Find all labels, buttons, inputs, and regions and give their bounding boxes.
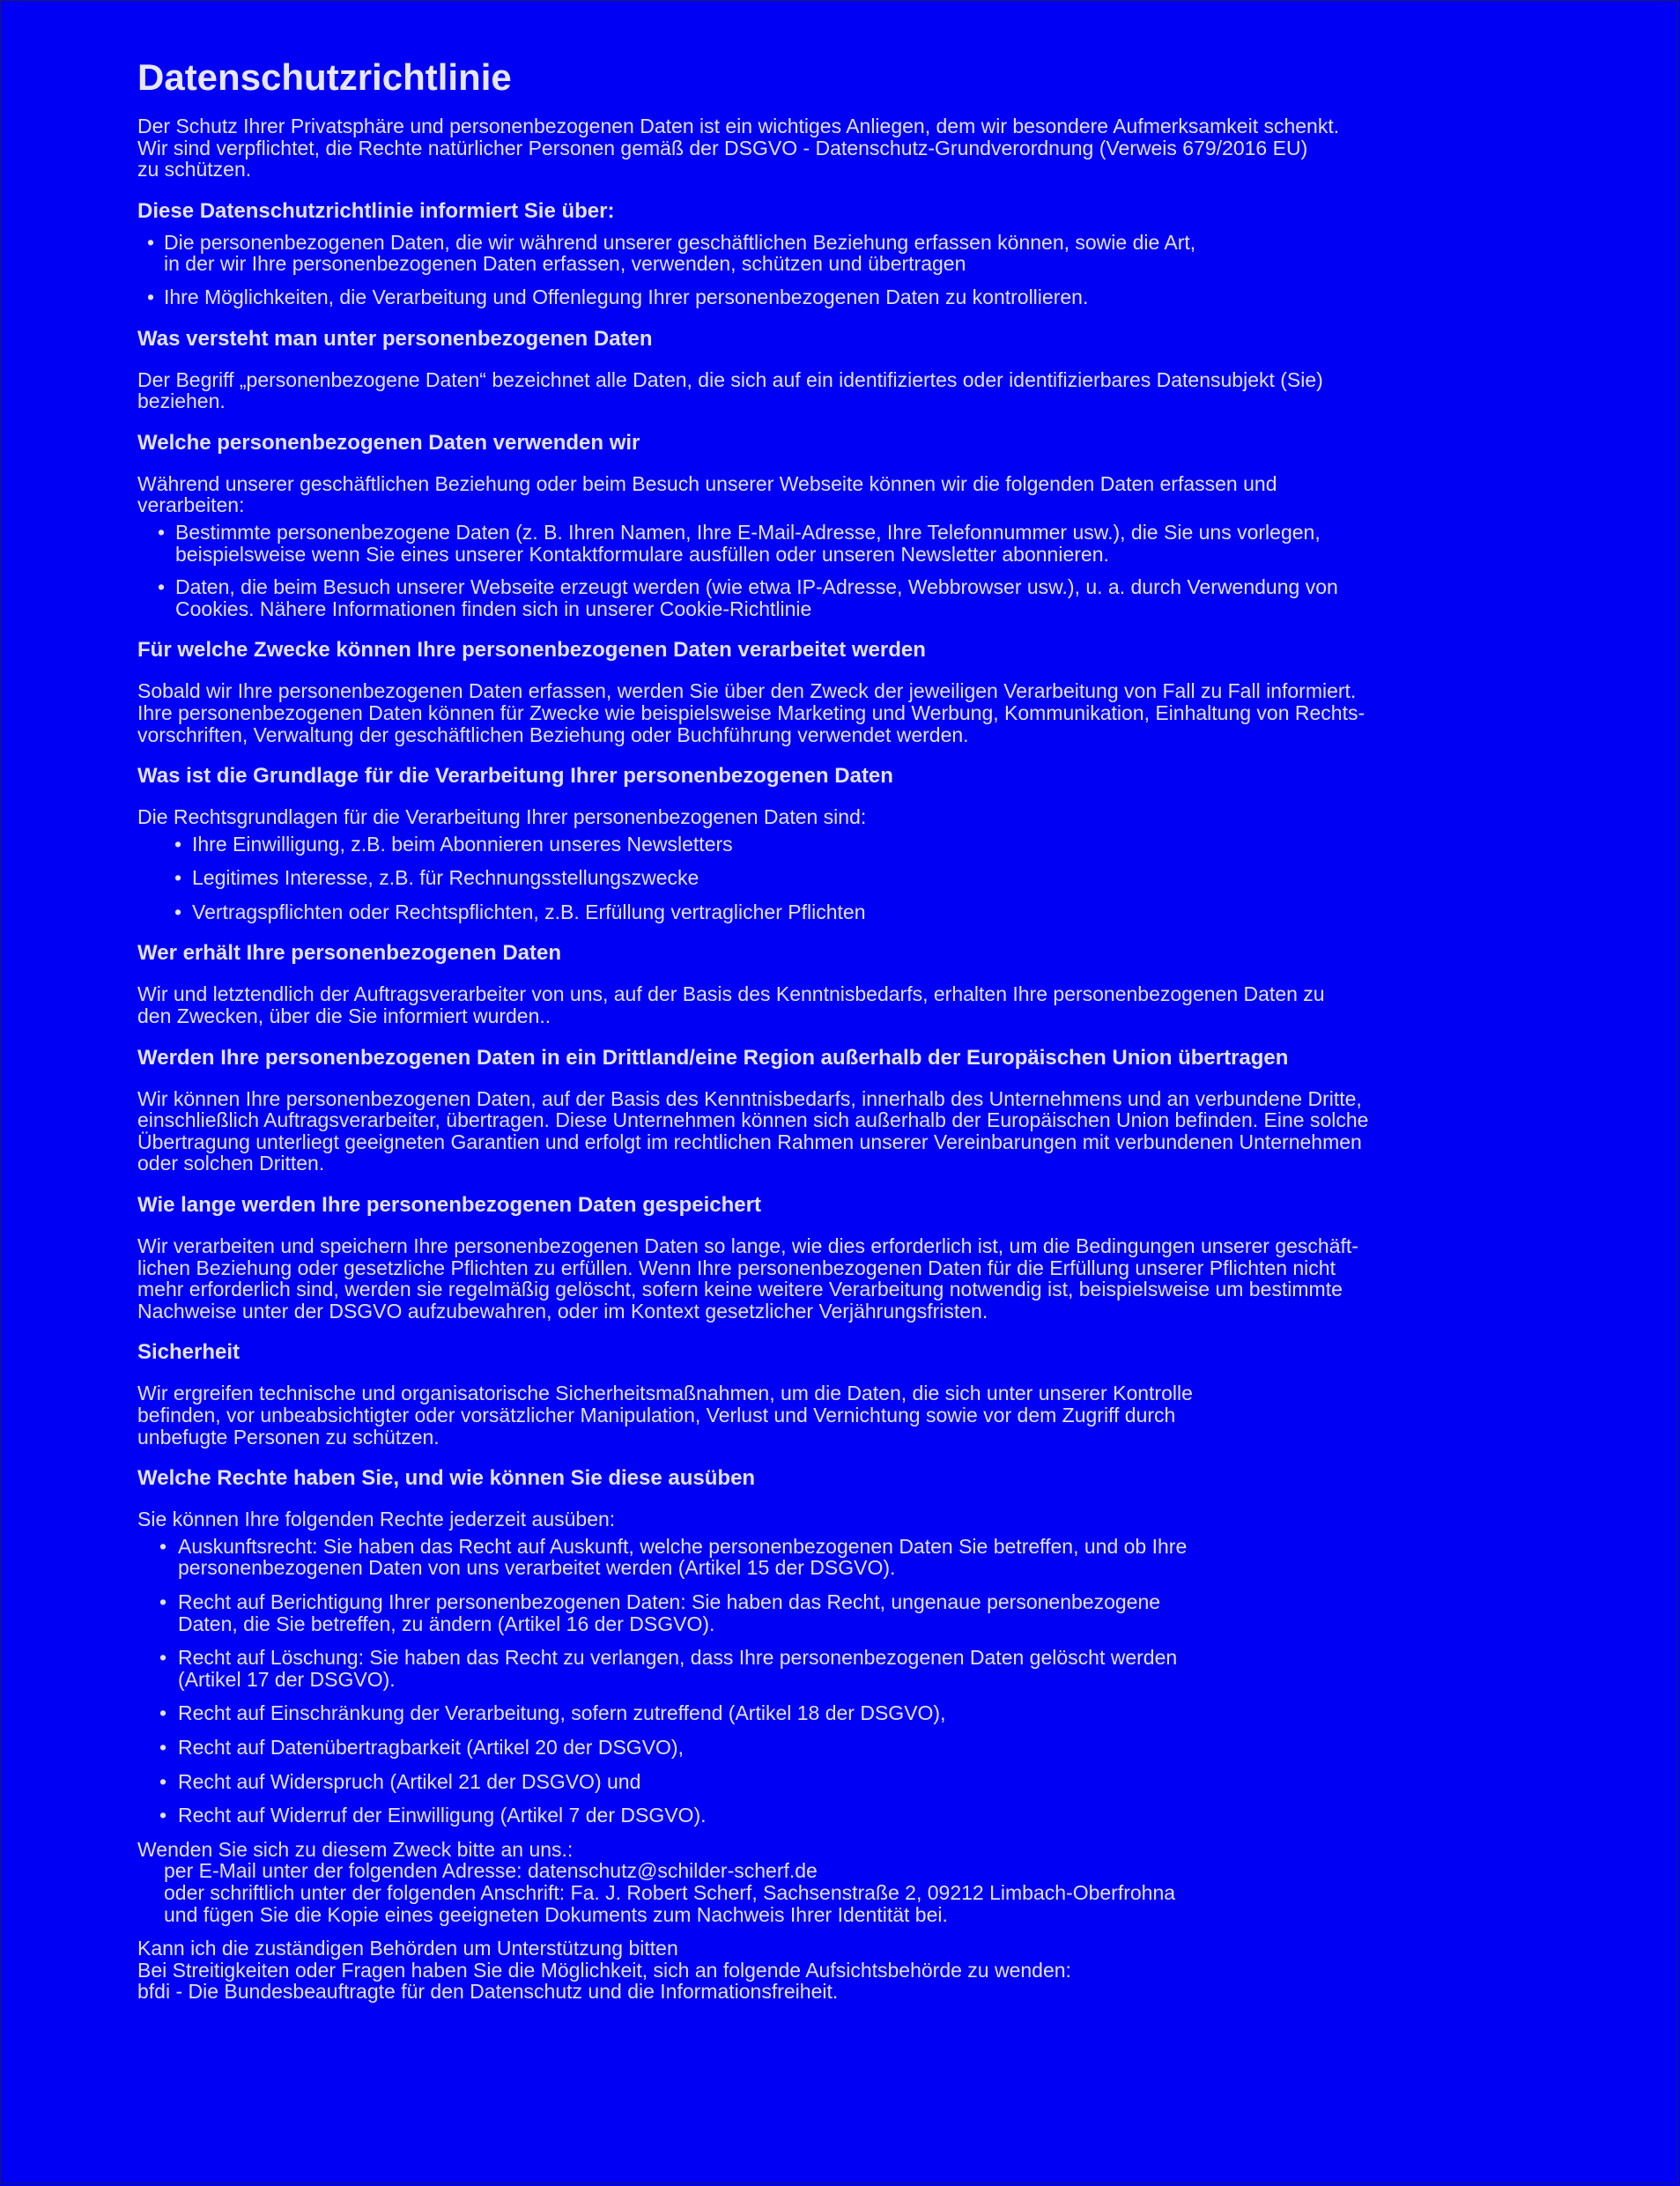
list-item — [137, 1771, 1521, 1793]
contact-address-line: oder schriftlich unter der folgenden Anschrift: Fa. J. Robert Scherf, Sachsenstraße 2, 09212 Limbach-Oberfrohna — [164, 1880, 1176, 1904]
contact-email-line: per E-Mail unter der folgenden Adresse: datenschutz@schilder-scherf.de — [164, 1859, 818, 1883]
list-item-text: Auskunftsrecht: Sie haben das Recht auf Auskunft, welche personenbezogenen Daten Sie betreffen, und ob Ihre personenbezogenen Daten von uns verarbeitet werden (Artikel 15 der DSGVO). — [178, 1534, 1188, 1580]
section-heading-overview: Diese Datenschutzrichtlinie informiert Sie über: — [137, 198, 615, 223]
authority-name: bfdi - Die Bundesbeauftragte für den Datenschutz und die Informationsfreiheit. — [137, 1980, 839, 2004]
bullet-icon: • — [159, 1646, 167, 1670]
list-item-text: Ihre Einwilligung, z.B. beim Abonnieren unseres Newsletters — [192, 832, 733, 856]
list-item-text: Recht auf Berichtigung Ihrer personenbezogenen Daten: Sie haben das Recht, ungenaue personenbezogene Daten, die Sie betreffen, zu ändern (Artikel 16 der DSGVO). — [178, 1589, 1161, 1635]
bullet-icon: • — [174, 900, 182, 923]
section-heading-third-country: Werden Ihre personenbezogenen Daten in ein Drittland/eine Region außerhalb der Europäischen Union übertragen — [137, 1045, 1289, 1070]
list-item — [137, 1591, 1521, 1634]
purposes-paragraph: Sobald wir Ihre personenbezogenen Daten erfassen, werden Sie über den Zweck der jeweiligen Verarbeitung von Fall zu Fall informiert. Ihre personenbezogenen Daten können für Zwecke wie beispielsweise Marketing und Werbung, Kommunikation, Einhaltung von Rechts- vorschriften, Verwaltung der geschäftlichen Beziehung oder Buchführung verwendet werden. — [137, 679, 1365, 746]
spacer — [137, 1925, 1521, 1938]
privacy-policy-content — [137, 56, 1521, 2003]
bullet-icon: • — [159, 1735, 167, 1759]
authority-question: Kann ich die zuständigen Behörden um Unterstützung bitten — [137, 1937, 678, 1960]
section-heading-purposes: Für welche Zwecke können Ihre personenbezogenen Daten verarbeitet werden — [137, 638, 926, 663]
list-item-text: Ihre Möglichkeiten, die Verarbeitung und Offenlegung Ihrer personenbezogenen Daten zu kontrollieren. — [164, 285, 1089, 308]
section-heading-data-used: Welche personenbezogenen Daten verwenden wir — [137, 430, 640, 455]
bullet-icon: • — [159, 1769, 167, 1793]
section-heading-definition: Was versteht man unter personenbezogenen Daten — [137, 326, 653, 351]
list-item-text: Recht auf Löschung: Sie haben das Recht zu verlangen, dass Ihre personenbezogenen Daten gelöscht werden (Artikel 17 der DSGVO). — [178, 1646, 1178, 1691]
data-used-list — [137, 522, 1521, 619]
contact-identity-line: und fügen Sie die Kopie eines geeigneten Dokuments zum Nachweis Ihrer Identität bei. — [164, 1902, 948, 1926]
contact-intro: Wenden Sie sich zu diesem Zweck bitte an uns.: — [137, 1837, 574, 1861]
third-country-paragraph: Wir können Ihre personenbezogenen Daten, auf der Basis des Kenntnisbedarfs, innerhalb des Unternehmens und an verbundene Dritte, einschließlich Auftragsverarbeiter, übertragen. Diese Unternehmen können sich außerhalb der Europäischen Union befinden. Eine solche Übertragung unterliegt geeigneten Garantien und erfolgt im rechtlichen Rahmen unserer Vereinbarungen mit verbundenen Unternehmen oder solchen Dritten. — [137, 1086, 1369, 1175]
list-item — [137, 1804, 1521, 1827]
bullet-icon: • — [174, 866, 182, 890]
list-item-text: Bestimmte personenbezogene Daten (z. B. Ihren Namen, Ihre E-Mail-Adresse, Ihre Telefonnummer usw.), die Sie uns vorlegen, beispielsweise wenn Sie eines unserer Kontaktformulare ausfüllen oder unseren Newsletter abonnieren. — [175, 520, 1321, 566]
bullet-icon: • — [159, 1701, 167, 1725]
bullet-icon: • — [159, 1589, 167, 1613]
list-item — [137, 232, 1521, 275]
list-item-text: Recht auf Datenübertragbarkeit (Artikel 20 der DSGVO), — [178, 1735, 684, 1759]
list-item-text: Die personenbezogenen Daten, die wir während unserer geschäftlichen Beziehung erfassen können, sowie die Art, in der wir Ihre personenbezogenen Daten erfassen, verwenden, schützen und übertragen — [164, 230, 1196, 276]
page-title: Datenschutzrichtlinie — [137, 56, 512, 98]
bullet-icon: • — [158, 575, 166, 599]
section-heading-legal-basis: Was ist die Grundlage für die Verarbeitung Ihrer personenbezogenen Daten — [137, 764, 893, 789]
list-item — [137, 1536, 1521, 1579]
bullet-icon: • — [159, 1534, 167, 1558]
list-item — [137, 1702, 1521, 1724]
bullet-icon: • — [147, 230, 155, 254]
bullet-icon: • — [147, 285, 155, 308]
security-paragraph: Wir ergreifen technische und organisatorische Sicherheitsmaßnahmen, um die Daten, die sich unter unserer Kontrolle befinden, vor unbeabsichtigter oder vorsätzlicher Manipulation, Verlust und Vernichtung sowie vor dem Zugriff durch unbefugte Personen zu schützen. — [137, 1382, 1193, 1449]
list-item — [137, 1647, 1521, 1690]
list-item-text: Recht auf Widerspruch (Artikel 21 der DSGVO) und — [178, 1769, 641, 1793]
data-used-paragraph: Während unserer geschäftlichen Beziehung oder beim Besuch unserer Webseite können wir die folgenden Daten erfassen und verarbeiten: — [137, 471, 1277, 517]
list-item — [137, 867, 1521, 889]
list-item — [137, 522, 1521, 565]
intro-paragraph: Der Schutz Ihrer Privatsphäre und personenbezogenen Daten ist ein wichtiges Anliegen, dem wir besondere Aufmerksamkeit schenkt. Wir sind verpflichtet, die Rechte natürlicher Personen gemäß der DSGVO - Datenschutz-Grundverordnung (Verweis 679/2016 EU) zu schützen. — [137, 115, 1340, 182]
list-item-text: Vertragspflichten oder Rechtspflichten, z.B. Erfüllung vertraglicher Pflichten — [192, 900, 866, 923]
authority-block — [137, 1938, 1521, 2003]
recipients-paragraph: Wir und letztendlich der Auftragsverarbeiter von uns, auf der Basis des Kenntnisbedarfs, erhalten Ihre personenbezogenen Daten zu den Zwecken, über die Sie informiert wurden.. — [137, 982, 1325, 1028]
list-item-text: Daten, die beim Besuch unserer Webseite erzeugt werden (wie etwa IP-Adresse, Webbrowser usw.), u. a. durch Verwendung von Cookies. Nähere Informationen finden sich in unserer Cookie-Richtlinie — [175, 575, 1338, 620]
section-heading-rights: Welche Rechte haben Sie, und wie können Sie diese ausüben — [137, 1466, 756, 1491]
contact-block — [137, 1839, 1521, 1925]
bullet-icon: • — [174, 832, 182, 856]
authority-text: Bei Streitigkeiten oder Fragen haben Sie die Möglichkeit, sich an folgende Aufsichtsbehörde zu wenden: — [137, 1958, 1071, 1982]
list-item-text: Recht auf Einschränkung der Verarbeitung, sofern zutreffend (Artikel 18 der DSGVO), — [178, 1701, 946, 1725]
list-item — [137, 1737, 1521, 1759]
section-heading-recipients: Wer erhält Ihre personenbezogenen Daten — [137, 941, 561, 966]
section-heading-security: Sicherheit — [137, 1340, 241, 1365]
list-item — [137, 286, 1521, 308]
rights-list — [137, 1536, 1521, 1827]
list-item — [137, 901, 1521, 923]
legal-basis-paragraph: Die Rechtsgrundlagen für die Verarbeitung Ihrer personenbezogenen Daten sind: — [137, 805, 867, 829]
list-item-text: Recht auf Widerruf der Einwilligung (Artikel 7 der DSGVO). — [178, 1804, 707, 1827]
definition-paragraph: Der Begriff „personenbezogene Daten“ bezeichnet alle Daten, die sich auf ein identifiziertes oder identifizierbares Datensubjekt (Sie) beziehen. — [137, 367, 1323, 413]
section-heading-retention: Wie lange werden Ihre personenbezogenen Daten gespeichert — [137, 1193, 761, 1218]
list-item-text: Legitimes Interesse, z.B. für Rechnungsstellungszwecke — [192, 866, 699, 890]
bullet-icon: • — [158, 520, 166, 544]
overview-list — [137, 232, 1521, 308]
list-item — [137, 834, 1521, 856]
retention-paragraph: Wir verarbeiten und speichern Ihre personenbezogenen Daten so lange, wie dies erforderlich ist, um die Bedingungen unserer geschäft- lichen Beziehung oder gesetzliche Pflichten zu erfüllen. Wenn Ihre personenbezogenen Daten für die Erfüllung unserer Pflichten nicht mehr erforderlich sind, werden sie regelmäßig gelöscht, sofern keine weitere Verarbeitung notwendig ist, beispielsweise um bestimmte Nachweise unter der DSGVO aufzubewahren, oder im Kontext gesetzlicher Verjährungsfristen. — [137, 1234, 1358, 1323]
bullet-icon: • — [159, 1804, 167, 1827]
list-item — [137, 576, 1521, 619]
legal-basis-list — [137, 834, 1521, 923]
rights-paragraph: Sie können Ihre folgenden Rechte jederzeit ausüben: — [137, 1508, 616, 1531]
